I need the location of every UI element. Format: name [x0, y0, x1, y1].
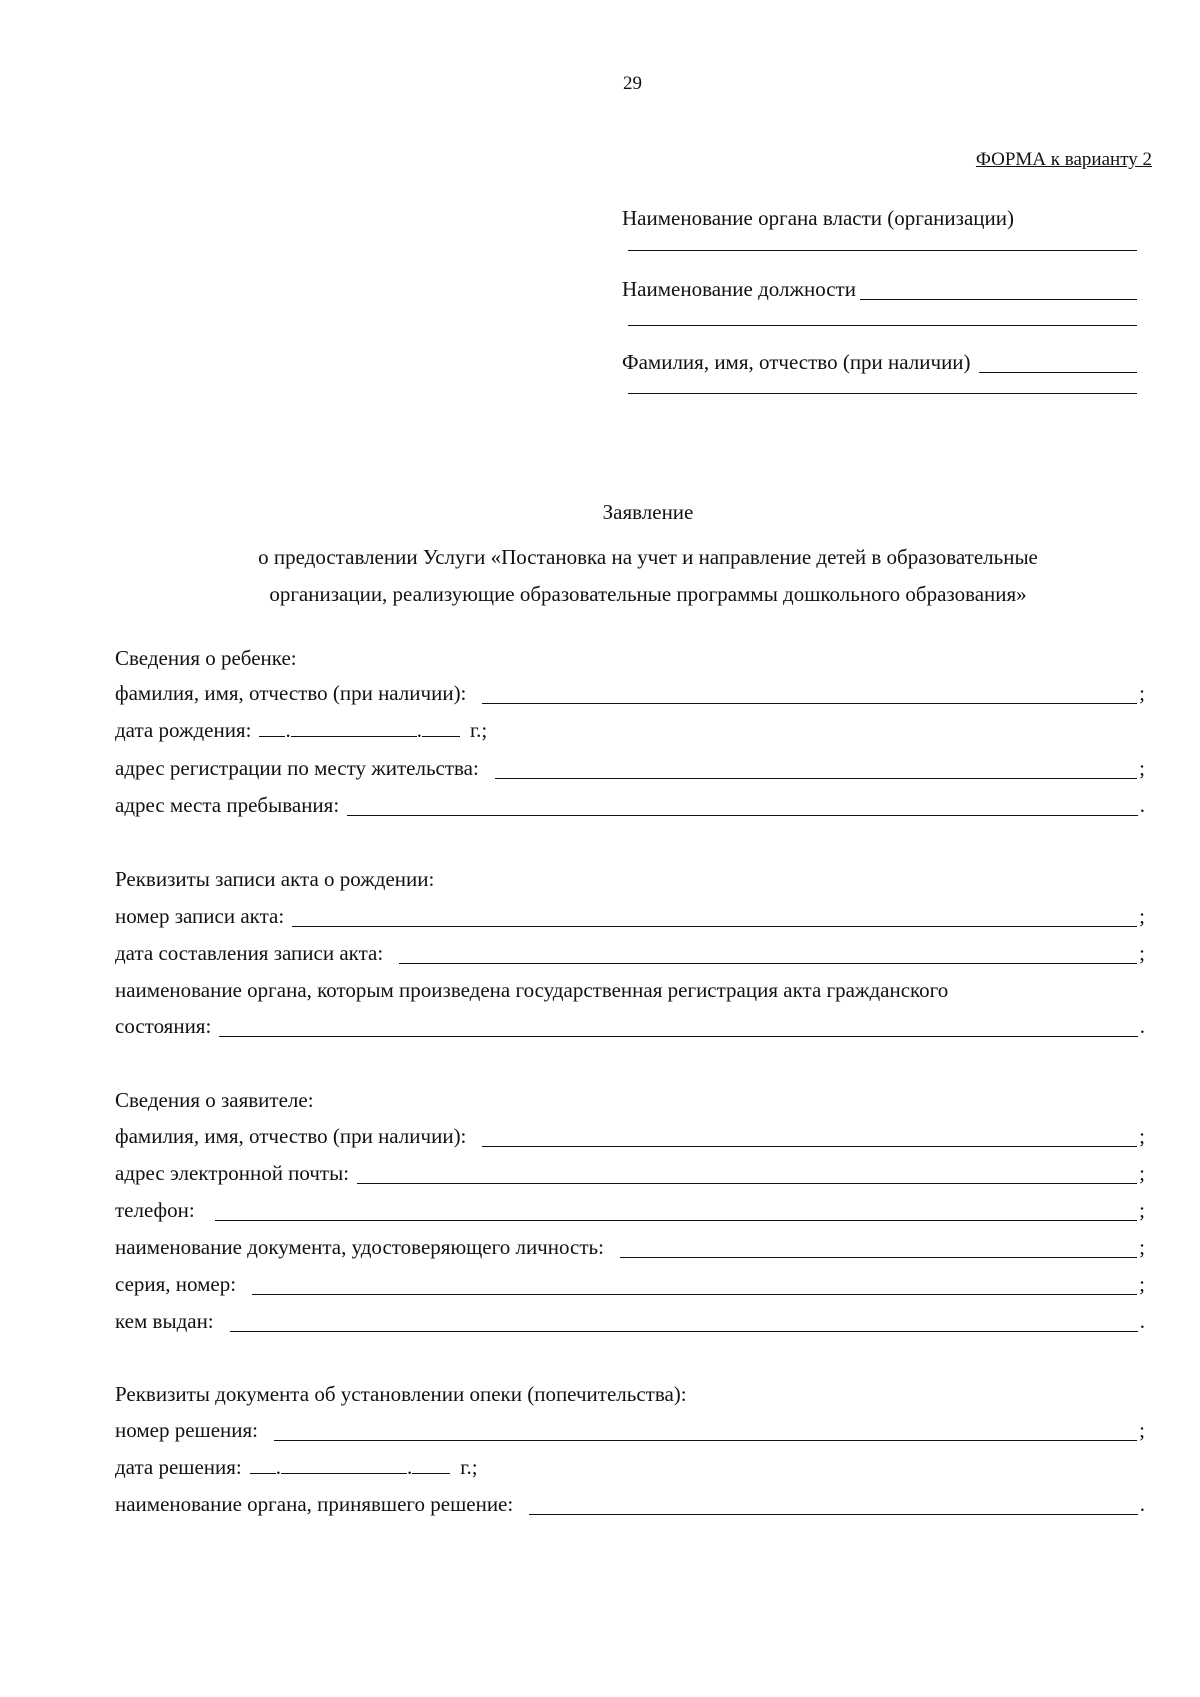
child-stay-address-label: адрес места пребывания:: [115, 793, 340, 817]
applicant-issued-row: [115, 1311, 1145, 1332]
decision-number-row: [115, 1420, 1145, 1441]
position-label: Наименование должности: [622, 277, 856, 301]
applicant-id-doc-field[interactable]: [620, 1239, 1137, 1258]
registration-authority-label-2: состояния:: [115, 1014, 212, 1038]
decision-year-suffix: г.;: [460, 1455, 478, 1479]
child-reg-address-field[interactable]: [495, 760, 1137, 779]
guardianship-section-heading: Реквизиты документа об установлении опеки (попечительства):: [115, 1382, 687, 1406]
applicant-id-doc-label: наименование документа, удостоверяющего личность:: [115, 1235, 604, 1259]
application-title: [178, 502, 1118, 613]
child-stay-address-row: [115, 795, 1145, 816]
record-date-row: [115, 943, 1145, 964]
applicant-series-row: [115, 1274, 1145, 1295]
row-end-mark: .: [1139, 1014, 1145, 1038]
position-field[interactable]: [860, 281, 1137, 300]
child-fio-row: [115, 683, 1145, 704]
applicant-fio-field[interactable]: [482, 1128, 1137, 1147]
title-heading: Заявление: [602, 500, 694, 524]
row-end-mark: ;: [1139, 756, 1145, 780]
official-fio-label: Фамилия, имя, отчество (при наличии): [622, 350, 971, 374]
row-end-mark: ;: [1139, 904, 1145, 928]
child-reg-address-row: [115, 758, 1145, 779]
row-end-mark: .: [1139, 793, 1145, 817]
applicant-phone-label: телефон:: [115, 1198, 195, 1222]
title-line-2: организации, реализующие образовательные программы дошкольного образования»: [269, 582, 1027, 606]
record-date-field[interactable]: [399, 945, 1137, 964]
birth-year-suffix: г.;: [469, 718, 488, 742]
official-fio-field-line2[interactable]: [628, 393, 1137, 394]
decision-authority-label: наименование органа, принявшего решение:: [115, 1492, 514, 1516]
child-fio-field[interactable]: [482, 685, 1137, 704]
row-end-mark: ;: [1139, 1418, 1145, 1442]
decision-authority-field[interactable]: [529, 1496, 1138, 1515]
record-number-row: [115, 906, 1145, 927]
decision-date-row: [115, 1457, 1145, 1478]
row-end-mark: ;: [1139, 681, 1145, 705]
row-end-mark: ;: [1139, 1124, 1145, 1148]
child-birth-label: дата рождения:: [115, 718, 252, 742]
row-end-mark: ;: [1139, 1235, 1145, 1259]
child-birth-row: [115, 720, 1145, 741]
applicant-email-field[interactable]: [357, 1165, 1137, 1184]
record-number-label: номер записи акта:: [115, 904, 285, 928]
row-end-mark: .: [1139, 1309, 1145, 1333]
applicant-section-heading: Сведения о заявителе:: [115, 1088, 314, 1112]
birth-date-field[interactable]: . .: [259, 720, 460, 741]
registration-authority-row: [115, 1016, 1145, 1037]
applicant-series-field[interactable]: [252, 1276, 1137, 1295]
applicant-phone-field[interactable]: [215, 1202, 1137, 1221]
registration-authority-label: наименование органа, которым произведена государственная регистрация акта гражданского: [115, 978, 949, 1002]
child-fio-label: фамилия, имя, отчество (при наличии):: [115, 681, 467, 705]
page-number: 29: [623, 73, 642, 94]
row-end-mark: ;: [1139, 1272, 1145, 1296]
decision-number-field[interactable]: [274, 1422, 1137, 1441]
decision-date-label: дата решения:: [115, 1455, 242, 1479]
decision-date-field[interactable]: . .: [250, 1457, 451, 1478]
record-date-label: дата составления записи акта:: [115, 941, 384, 965]
row-end-mark: ;: [1139, 1198, 1145, 1222]
row-end-mark: ;: [1139, 1161, 1145, 1185]
form-variant-label: ФОРМА к варианту 2: [975, 149, 1152, 170]
registration-authority-field[interactable]: [219, 1018, 1137, 1037]
child-section-heading: Сведения о ребенке:: [115, 646, 297, 670]
authority-field[interactable]: [628, 250, 1137, 251]
title-line-1: о предоставлении Услуги «Постановка на учет и направление детей в образовательные: [258, 545, 1038, 569]
record-number-field[interactable]: [292, 908, 1137, 927]
child-reg-address-label: адрес регистрации по месту жительства:: [115, 756, 479, 780]
position-field-line2[interactable]: [628, 325, 1137, 326]
official-fio-field[interactable]: [979, 354, 1137, 373]
applicant-fio-row: [115, 1126, 1145, 1147]
authority-label: Наименование органа власти (организации): [622, 206, 1014, 230]
applicant-issued-label: кем выдан:: [115, 1309, 214, 1333]
applicant-phone-row: [115, 1200, 1145, 1221]
row-end-mark: .: [1139, 1492, 1145, 1516]
applicant-fio-label: фамилия, имя, отчество (при наличии):: [115, 1124, 467, 1148]
birth-record-section-heading: Реквизиты записи акта о рождении:: [115, 867, 435, 891]
applicant-id-doc-row: [115, 1237, 1145, 1258]
applicant-email-label: адрес электронной почты:: [115, 1161, 350, 1185]
decision-number-label: номер решения:: [115, 1418, 258, 1442]
applicant-series-label: серия, номер:: [115, 1272, 237, 1296]
applicant-issued-field[interactable]: [230, 1313, 1138, 1332]
applicant-email-row: [115, 1163, 1145, 1184]
row-end-mark: ;: [1139, 941, 1145, 965]
child-stay-address-field[interactable]: [347, 797, 1138, 816]
decision-authority-row: [115, 1494, 1145, 1515]
